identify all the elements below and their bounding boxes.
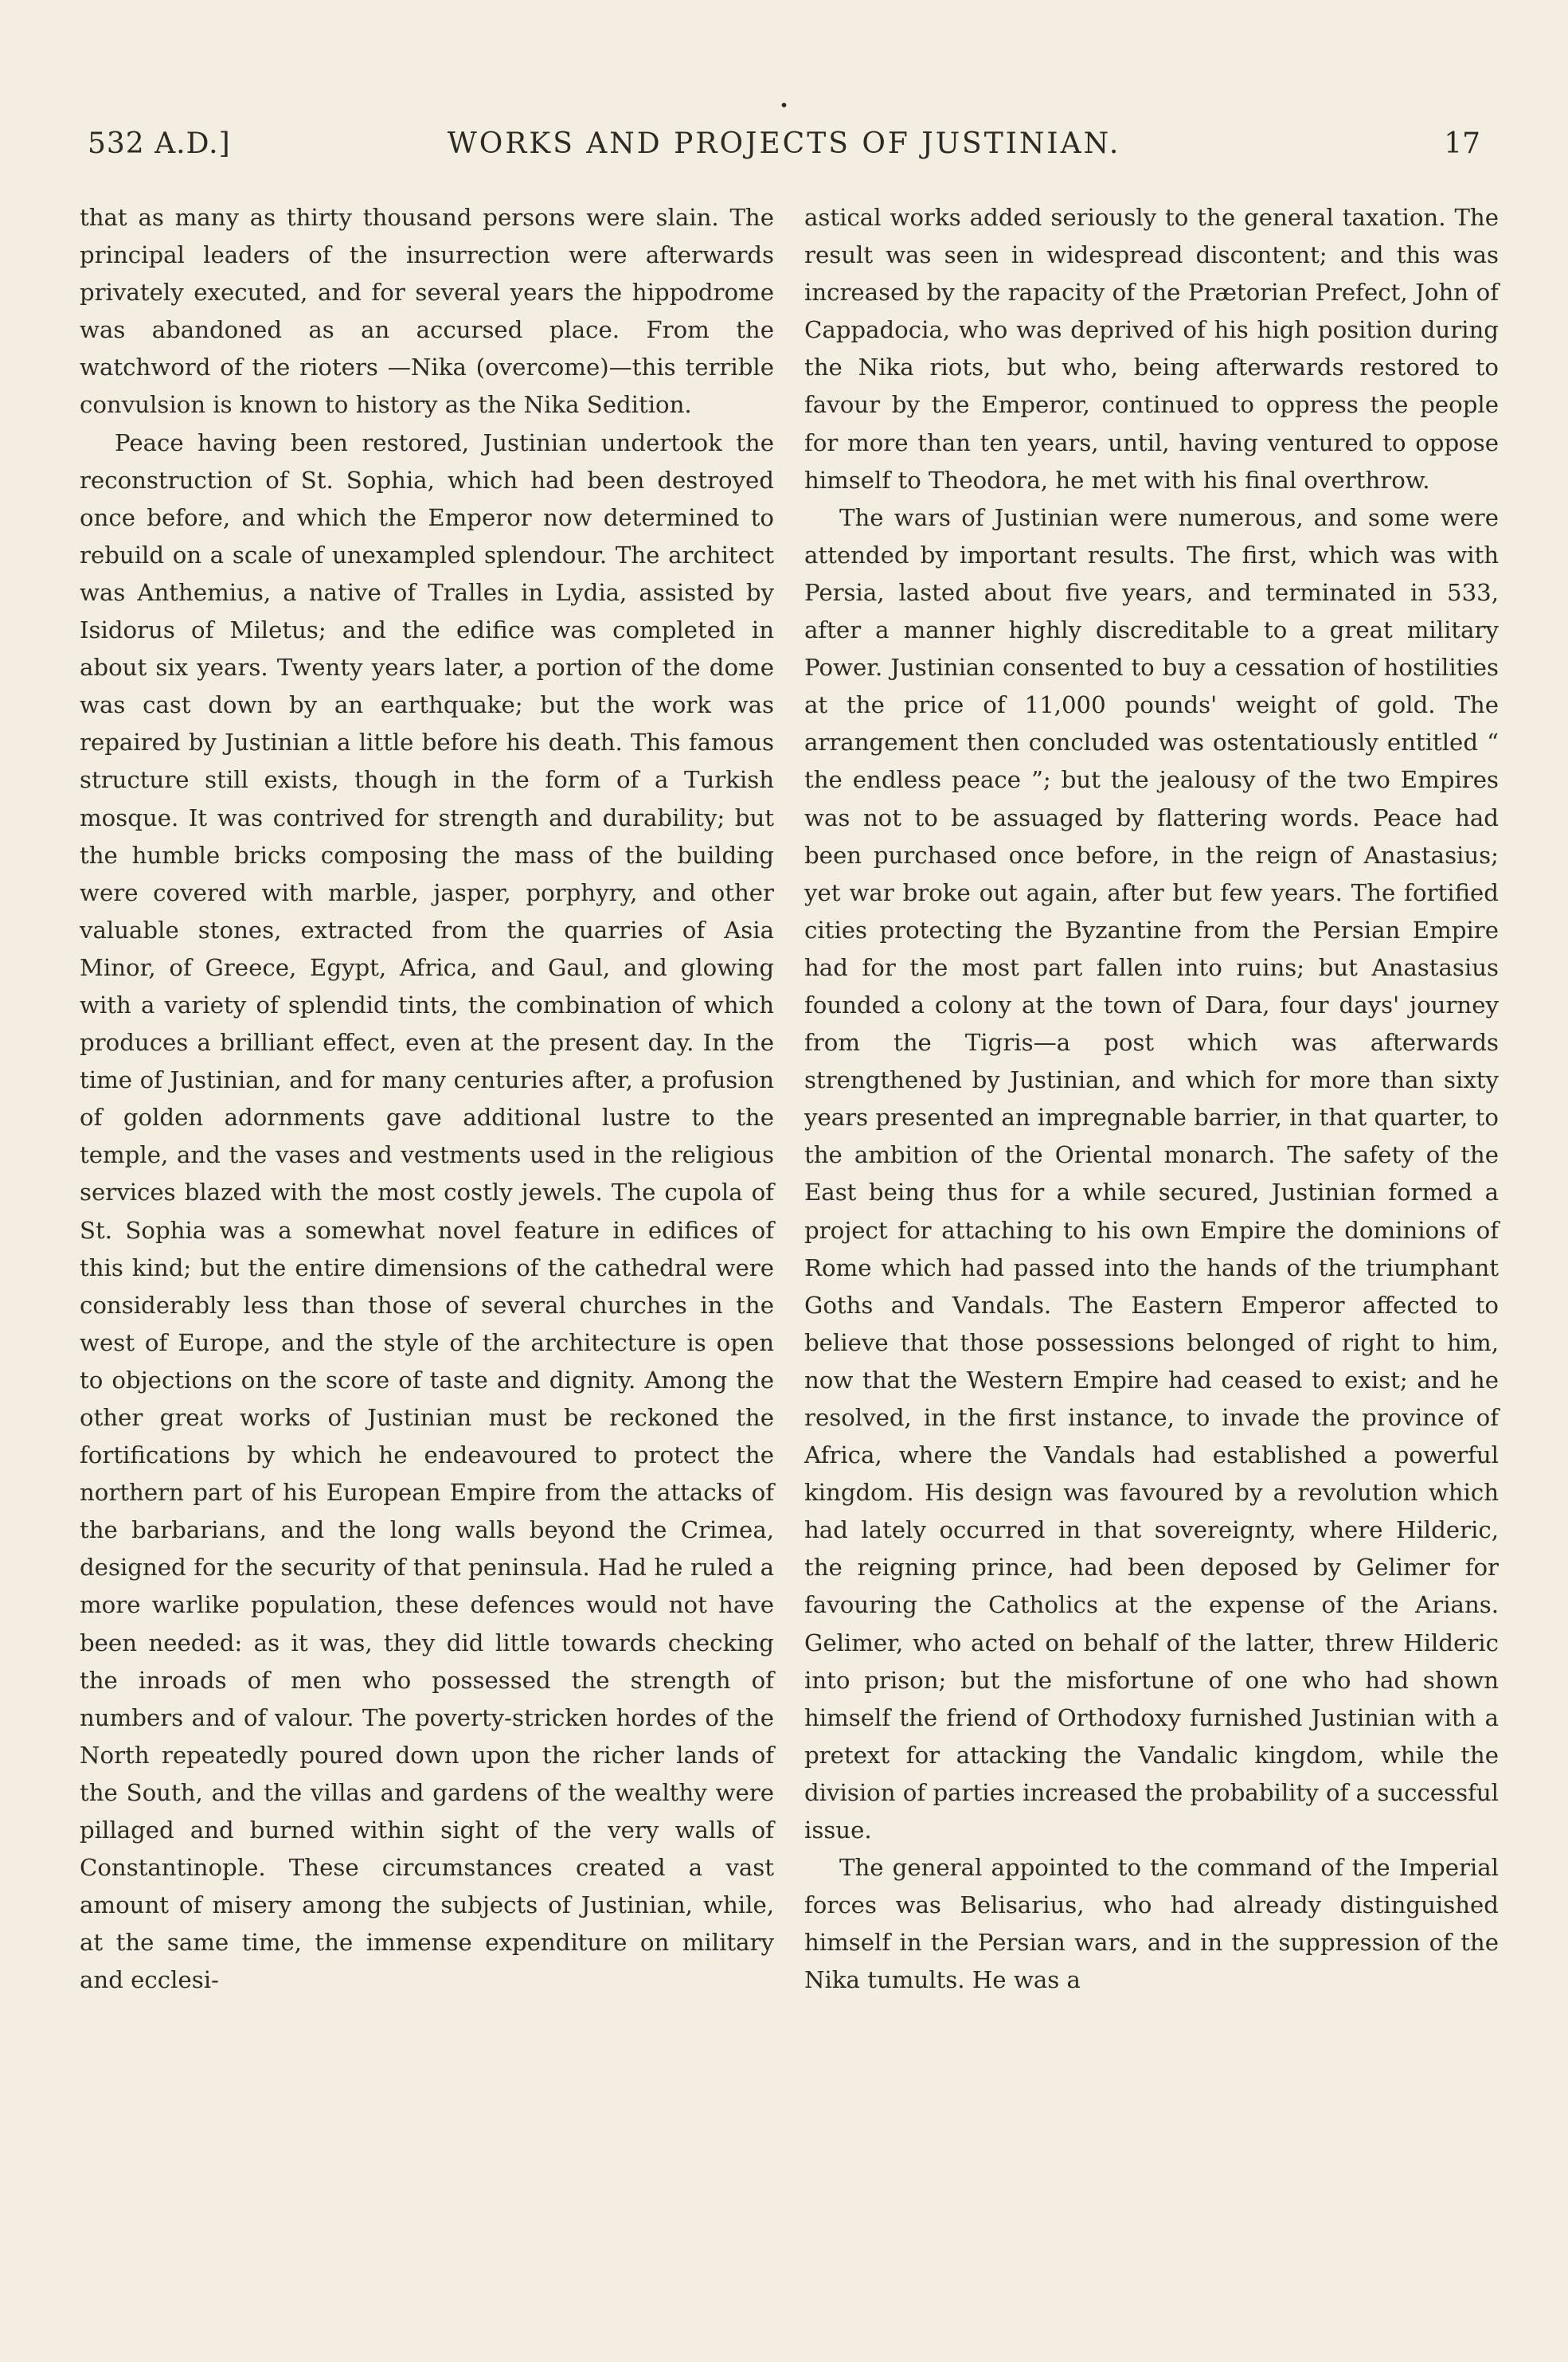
- paragraph: that as many as thirty thousand persons were slain. The principal leaders of the insurrection were afterwards privately executed, and for several years the hippodrome was abandoned as an accursed place. From the watchword of the rioters —Nika (overcome)—this terrible convulsion is known to history as the Nika Sedition.: [80, 204, 774, 419]
- page-number: 17: [1444, 127, 1480, 160]
- paragraph: Peace having been restored, Justinian undertook the reconstruction of St. Sophia, which had been destroyed once before, and which the Emperor now determined to rebuild on a scale of unexampled splendour. The architect was Anthemius, a native of Tralles in Lydia, assisted by Isidorus of Miletus; and the edifice was completed in about six years. Twenty years later, a portion of the dome was cast down by an earthquake; but the work was repaired by Justinian a little before his death. This famous structure still exists, though in the form of a Turkish mosque. It was contrived for strength and durability; but the humble bricks composing the mass of the building were covered with marble, jasper, porphyry, and other valuable stones, extracted from the quarries of Asia Minor, of Greece, Egypt, Africa, and Gaul, and glowing with a variety of splendid tints, the combination of which produces a brilliant effect, even at the present day. In the time of Justinian, and for many centuries after, a profusion of golden adornments gave additional lustre to the temple, and the vases and vestments used in the religious services blazed with the most costly jewels. The cupola of St. Sophia was a somewhat novel feature in edifices of this kind; but the entire dimensions of the cathedral were considerably less than those of several churches in the west of Europe, and the style of the architecture is open to objections on the score of taste and dignity. Among the other great works of Justinian must be reckoned the fortifications by which he endeavoured to protect the northern part of his European Empire from the attacks of the barbarians, and the long walls beyond the Crimea, designed for the security of that peninsula. Had he ruled a more warlike population, these defences would not have been needed: as it was, they did little towards checking the inroads of men who possessed the strength of numbers and of valour. The poverty-stricken hordes of the North repeatedly poured down upon the richer lands of the South, and the villas and gardens of the wealthy were pillaged and burned within sight of the very walls of Constantinople. These circumstances created a vast amount of misery among the subjects of Justinian, while, at the same time, the immense expenditure on military and ecclesi-: [80, 428, 774, 1994]
- header-mark: •: [779, 96, 789, 115]
- running-header: [88, 96, 1480, 175]
- paragraph: astical works added seriously to the general taxation. The result was seen in widespread discontent; and this was increased by the rapacity of the Prætorian Prefect, John of Cappadocia, who was deprived of his high position during the Nika riots, but who, being afterwards restored to favour by the Emperor, continued to oppress the people for more than ten years, until, having ventured to oppose himself to Theodora, he met with his final overthrow.: [804, 204, 1499, 494]
- left-column: [80, 199, 774, 2000]
- right-column: [804, 199, 1499, 2000]
- header-title: WORKS AND PROJECTS OF JUSTINIAN.: [447, 127, 1121, 160]
- paragraph: The wars of Justinian were numerous, and some were attended by important results. The first, which was with Persia, lasted about five years, and terminated in 533, after a manner highly discreditable to a great military Power. Justinian consented to buy a cessation of hostilities at the price of 11,000 pounds' weight of gold. The arrangement then concluded was ostentatiously entitled “ the endless peace ”; but the jealousy of the two Empires was not to be assuaged by flattering words. Peace had been purchased once before, in the reign of Anastasius; yet war broke out again, after but few years. The fortified cities protecting the Byzantine from the Persian Empire had for the most part fallen into ruins; but Anastasius founded a colony at the town of Dara, four days' journey from the Tigris—a post which was afterwards strengthened by Justinian, and which for more than sixty years presented an impregnable barrier, in that quarter, to the ambition of the Oriental monarch. The safety of the East being thus for a while secured, Justinian formed a project for attaching to his own Empire the dominions of Rome which had passed into the hands of the triumphant Goths and Vandals. The Eastern Emperor affected to believe that those possessions belonged of right to him, now that the Western Empire had ceased to exist; and he resolved, in the first instance, to invade the province of Africa, where the Vandals had established a powerful kingdom. His design was favoured by a revolution which had lately occurred in that sovereignty, where Hilderic, the reigning prince, had been deposed by Gelimer for favouring the Catholics at the expense of the Arians. Gelimer, who acted on behalf of the latter, threw Hilderic into prison; but the misfortune of one who had shown himself the friend of Orthodoxy furnished Justinian with a pretext for attacking the Vandalic kingdom, while the division of parties increased the probability of a successful issue.: [804, 503, 1499, 1844]
- paragraph: The general appointed to the command of the Imperial forces was Belisarius, who had already distinguished himself in the Persian wars, and in the suppression of the Nika tumults. He was a: [804, 1854, 1499, 1994]
- header-date: 532 A.D.]: [88, 127, 231, 160]
